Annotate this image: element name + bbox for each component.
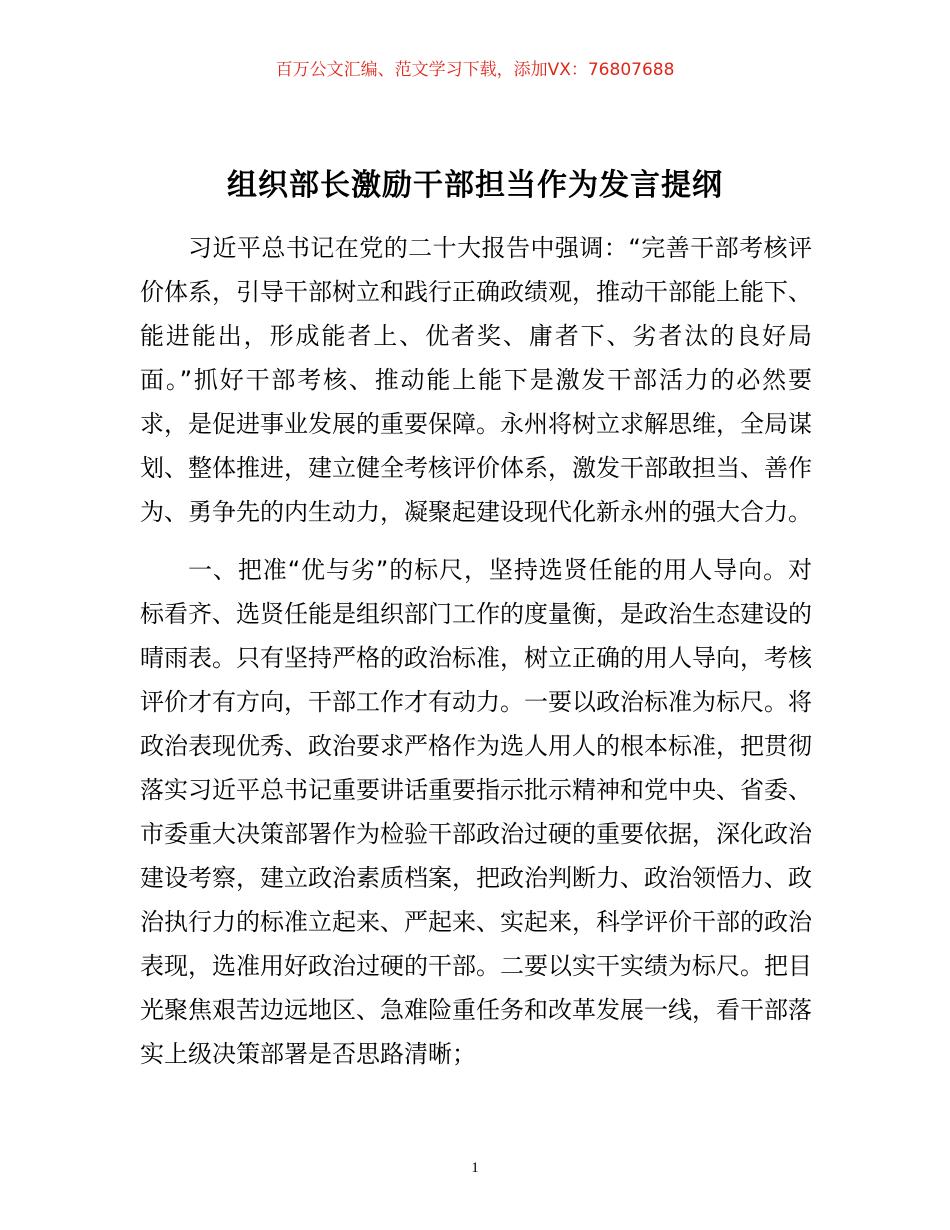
document-title: 组织部长激励干部担当作为发言提纲 [227,168,723,203]
paragraph-section-1: 一、把准“优与劣”的标尺，坚持选贤任能的用人导向。对标看齐、选贤任能是组织部门工作的度量衡，是政治生态建设的晴雨表。只有坚持严格的政治标准，树立正确的用人导向，考核评价才有方向，干部工作才有动力。一要以政治标准为标尺。将政治表现优秀、政治要求严格作为选人用人的根本标准，把贯彻落实习近平总书记重要讲话重要指示批示精神和党中央、省委、市委重大决策部署作为检验干部政治过硬的重要依据，深化政治建设考察，建立政治素质档案，把政治判断力、政治领悟力、政治执行力的标准立起来、严起来、实起来，科学评价干部的政治表现，选准用好政治过硬的干部。二要以实干实绩为标尺。把目光聚焦艰苦边远地区、急难险重任务和改革发展一线，看干部落实上级决策部署是否思路清晰； [140,556,812,1068]
paragraph-intro: 习近平总书记在党的二十大报告中强调：“完善干部考核评价体系，引导干部树立和践行正确政绩观，推动干部能上能下、能进能出，形成能者上、优者奖、庸者下、劣者汰的良好局面。”抓好干部考核、推动能上能下是激发干部活力的必然要求，是促进事业发展的重要保障。永州将树立求解思维，全局谋划、整体推进，建立健全考核评价体系，激发干部敢担当、善作为、勇争先的内生动力，凝聚起建设现代化新永州的强大合力。 [140,234,812,526]
header-note: 百万公文汇编、范文学习下载，添加VX：76807688 [275,60,675,80]
document-body [140,226,812,1076]
page-number: 1 [471,1160,479,1176]
